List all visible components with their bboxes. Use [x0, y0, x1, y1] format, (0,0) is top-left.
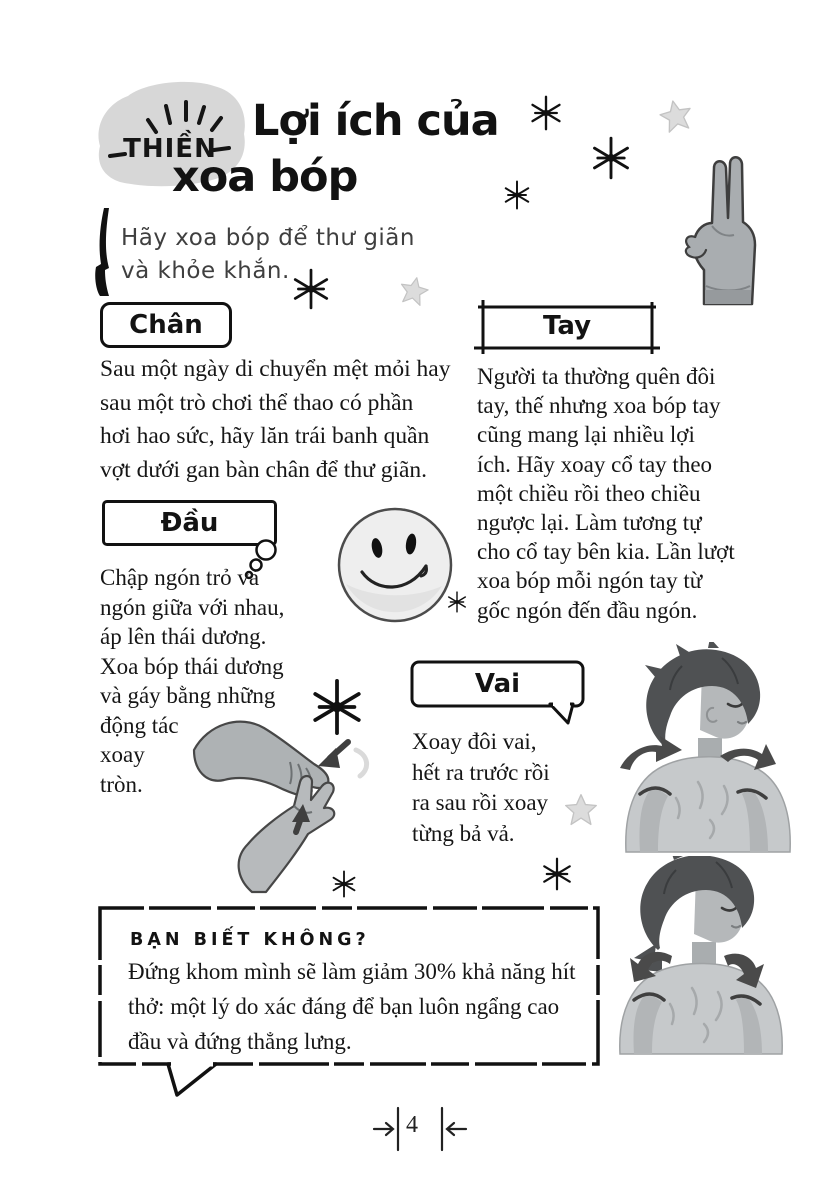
- brush-mark-icon: [92, 206, 118, 298]
- page-arrow-left-icon: [372, 1106, 402, 1152]
- page-number: 4: [406, 1112, 418, 1138]
- did-you-know-text: Đứng khom mình sẽ làm giảm 30% khả năng hít thở: một lý do xác đáng để bạn luôn ngẩng cao đầu và đứng thẳng lưng.: [128, 959, 576, 1054]
- sparkle-icon: [589, 136, 633, 180]
- section-text-chan: Sau một ngày di chuyển mệt mỏi hay sau một trò chơi thể thao có phần hơi hao sức, hãy lăn trái banh quần vợt dưới gan bàn chân để thư giãn.: [100, 356, 451, 483]
- section-box-vai: [410, 660, 588, 726]
- page-title-line2: xoa bóp: [172, 152, 358, 202]
- section-text-vai: Xoay đôi vai, hết ra trước rồi ra sau rồi xoay từng bả vả.: [412, 729, 550, 846]
- did-you-know-heading: BẠN BIẾT KHÔNG?: [130, 930, 370, 950]
- section-label-tay: Tay: [542, 311, 592, 341]
- shoulder-roll-boy-illustration-2: [600, 856, 805, 1056]
- section-label-chan: Chân: [129, 310, 203, 340]
- section-box-tay: [474, 300, 660, 354]
- star-icon: [655, 95, 698, 138]
- section-label-dau: Đầu: [160, 508, 219, 538]
- sparkle-icon: [290, 268, 332, 310]
- page-arrow-right-icon: [438, 1106, 468, 1152]
- sparkle-icon: [528, 95, 564, 131]
- hand-two-fingers-illustration: [648, 138, 783, 306]
- did-you-know-box: [98, 906, 602, 1098]
- shoulder-roll-boy-illustration-1: [602, 642, 817, 854]
- section-box-chan: [100, 302, 232, 348]
- star-icon: [395, 272, 433, 310]
- page-title-line1: Lợi ích của: [252, 96, 499, 146]
- section-text-tay: Người ta thường quên đôi tay, thế nhưng xoa bóp tay cũng mang lại nhiều lợi ích. Hãy xoay cổ tay theo một chiều rồi theo chiều ngược lại. Làm tương tự cho cổ tay bên kia. Lần lượt xoa bóp mỗi ngón tay từ gốc ngón đến đầu ngón.: [477, 364, 735, 623]
- section-text-dau: Chập ngón trỏ và ngón giữa với nhau, áp lên thái dương. Xoa bóp thái dương và gáy bằng những động tác xoay tròn.: [100, 565, 285, 797]
- sparkle-icon: [502, 180, 532, 210]
- badge-label: THIỀN: [123, 134, 217, 164]
- sparkle-icon: [540, 857, 574, 891]
- section-label-vai: Vai: [474, 669, 521, 699]
- page-subtitle: Hãy xoa bóp để thư giãn và khỏe khắn.: [121, 225, 415, 284]
- smiley-face-illustration: [334, 504, 456, 626]
- finger-massage-illustration: [190, 706, 400, 894]
